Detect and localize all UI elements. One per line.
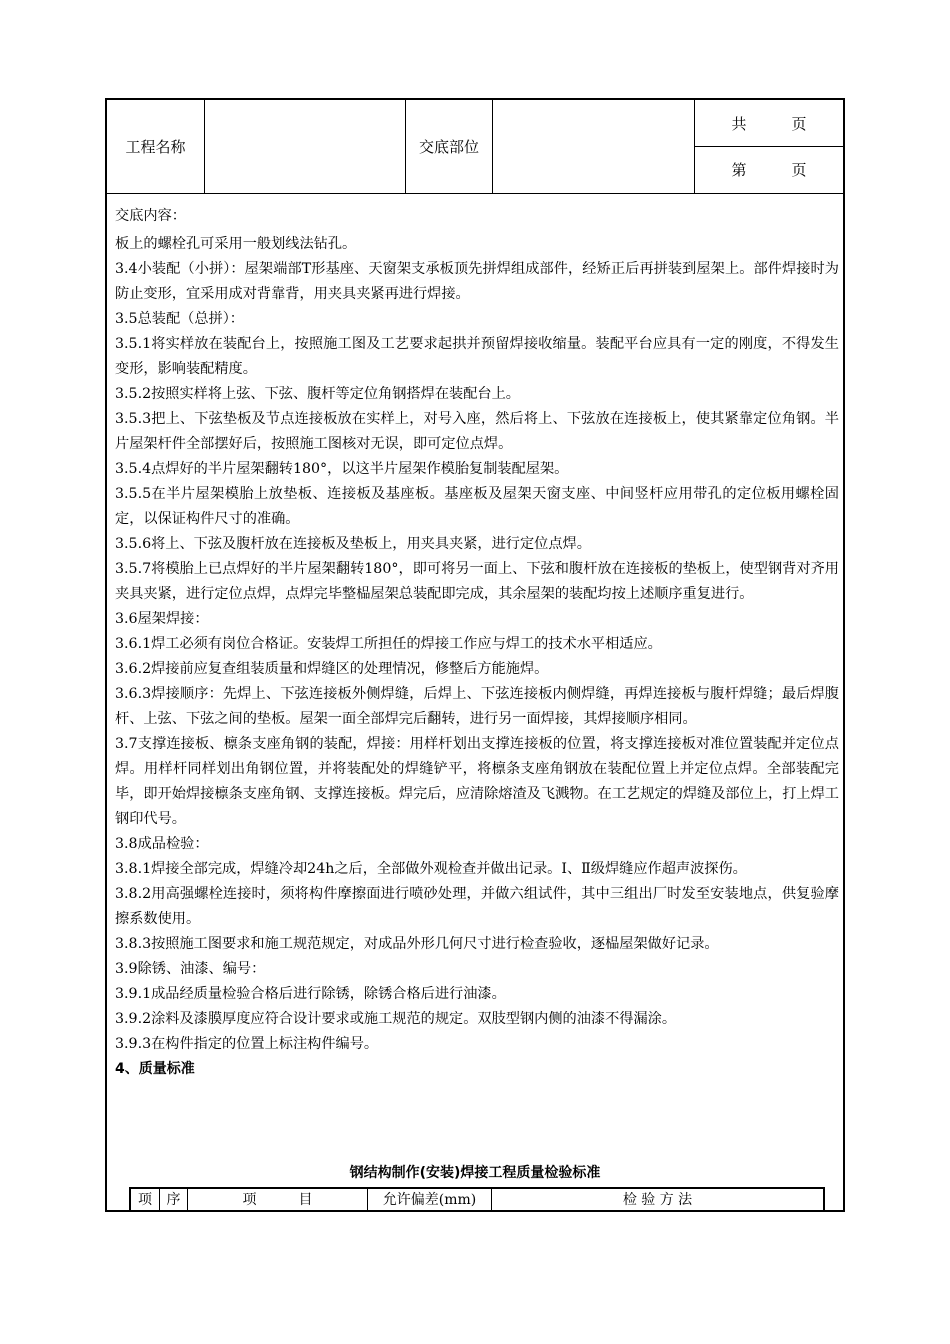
header-cell-item: 项 [138,1192,152,1208]
paragraph: 3.5.5在半片屋架模胎上放垫板、连接板及基座板。基座板及屋架天窗支座、中间竖杆应用带孔的定位板用螺栓固定，以保证构件尺寸的准确。 [115,486,839,527]
paragraph: 3.7支撑连接板、檩条支座角钢的装配，焊接：用样杆划出支撑连接板的位置，将支撑连接板对准位置装配并定位点焊。用样杆同样划出角钢位置，并将装配处的焊缝铲平，将檩条支座角钢放在装配位置上并定位点焊。全部装配完毕，即开始焊接檩条支座角钢、支撑连接板。焊完后，应清除熔渣及飞溅物。在工艺规定的焊缝及部位上，打上焊工钢印代号。 [115,736,839,827]
paragraph: 3.6.1焊工必须有岗位合格证。安装焊工所担任的焊接工作应与焊工的技术水平相适应。 [115,636,662,652]
header-cell-sequence: 序 [159,1189,187,1211]
page-number: 第 页 [731,161,807,179]
disclosure-form [105,98,845,1212]
paragraph: 3.6.3焊接顺序：先焊上、下弦连接板外侧焊缝，后焊上、下弦连接板内侧焊缝，再焊连接板与腹杆焊缝；最后焊腹杆、上弦、下弦之间的垫板。屋架一面全部焊完后翻转，进行另一面焊接，其焊接顺序相同。 [115,686,839,727]
section-heading: 4、质量标准 [115,1061,195,1077]
paragraph: 3.9.1成品经质量检验合格后进行除锈，除锈合格后进行油漆。 [115,986,506,1002]
paragraph: 3.5.6将上、下弦及腹杆放在连接板及垫板上，用夹具夹紧，进行定位点焊。 [115,536,591,552]
paragraph: 3.6.2焊接前应复查组装质量和焊缝区的处理情况，修整后方能施焊。 [115,661,549,677]
paragraph: 板上的螺栓孔可采用一般划线法钻孔。 [115,236,357,252]
quality-table-header [129,1187,825,1211]
paragraph: 3.8.2用高强螺栓连接时，须将构件摩擦面进行喷砂处理，并做六组试件，其中三组出厂时发至安装地点，供复验摩擦系数使用。 [115,886,839,927]
content-intro: 交底内容： [115,208,186,224]
paragraph: 3.5.7将模胎上已点焊好的半片屋架翻转180°，即可将另一面上、下弦和腹杆放在连接板的垫板上，使型钢背对齐用夹具夹紧，进行定位点焊，点焊完毕整榀屋架总装配即完成，其余屋架的装配均按上述顺序重复进行。 [115,561,839,602]
paragraph: 3.9.2涂料及漆膜厚度应符合设计要求或施工规范的规定。双肢型钢内侧的油漆不得漏涂。 [115,1011,677,1027]
total-pages: 共 页 [731,115,807,133]
project-name-label: 工程名称 [125,138,186,156]
divider [694,146,843,147]
paragraph: 3.8.1焊接全部完成，焊缝冷却24h之后，全部做外观检查并做出记录。Ⅰ、Ⅱ级焊缝应作超声波探伤。 [115,861,747,877]
location-label: 交底部位 [418,138,479,156]
location-value [493,100,694,193]
paragraph: 3.9.3在构件指定的位置上标注构件编号。 [115,1036,379,1052]
header-cell-tolerance: 允许偏差(mm) [367,1189,491,1211]
paragraph: 3.5.4点焊好的半片屋架翻转180°，以这半片屋架作模胎复制装配屋架。 [115,461,569,477]
header-cell-method: 检 验 方 法 [491,1189,823,1211]
quality-table-title: 钢结构制作(安装)焊接工程质量检验标准 [349,1165,601,1181]
paragraph: 3.5.1将实样放在装配台上，按照施工图及工艺要求起拱并预留焊接收缩量。装配平台应具有一定的刚度，不得发生变形，影响装配精度。 [115,336,839,377]
paragraph: 3.8.3按照施工图要求和施工规范规定，对成品外形几何尺寸进行检查验收，逐榀屋架做好记录。 [115,936,719,952]
paragraph: 3.6屋架焊接： [115,611,209,627]
paragraph: 3.4小装配（小拼）：屋架端部T形基座、天窗架支承板顶先拼焊组成部件，经矫正后再拼装到屋架上。部件焊接时为防止变形，宜采用成对背靠背，用夹具夹紧再进行焊接。 [115,261,839,302]
paragraph: 3.9除锈、油漆、编号： [115,961,266,977]
paragraph: 3.5总装配（总拼）： [115,311,244,327]
form-header [107,100,843,194]
paragraph: 3.5.3把上、下弦垫板及节点连接板放在实样上，对号入座，然后将上、下弦放在连接板上，使其紧靠定位角钢。半片屋架杆件全部摆好后，按照施工图核对无误，即可定位点焊。 [115,411,839,452]
paragraph: 3.8成品检验： [115,836,209,852]
paragraph: 3.5.2按照实样将上弦、下弦、腹杆等定位角钢搭焊在装配台上。 [115,386,520,402]
disclosure-content [115,204,839,1082]
header-cell-project: 项 目 [187,1189,367,1211]
project-name-value [205,100,405,193]
